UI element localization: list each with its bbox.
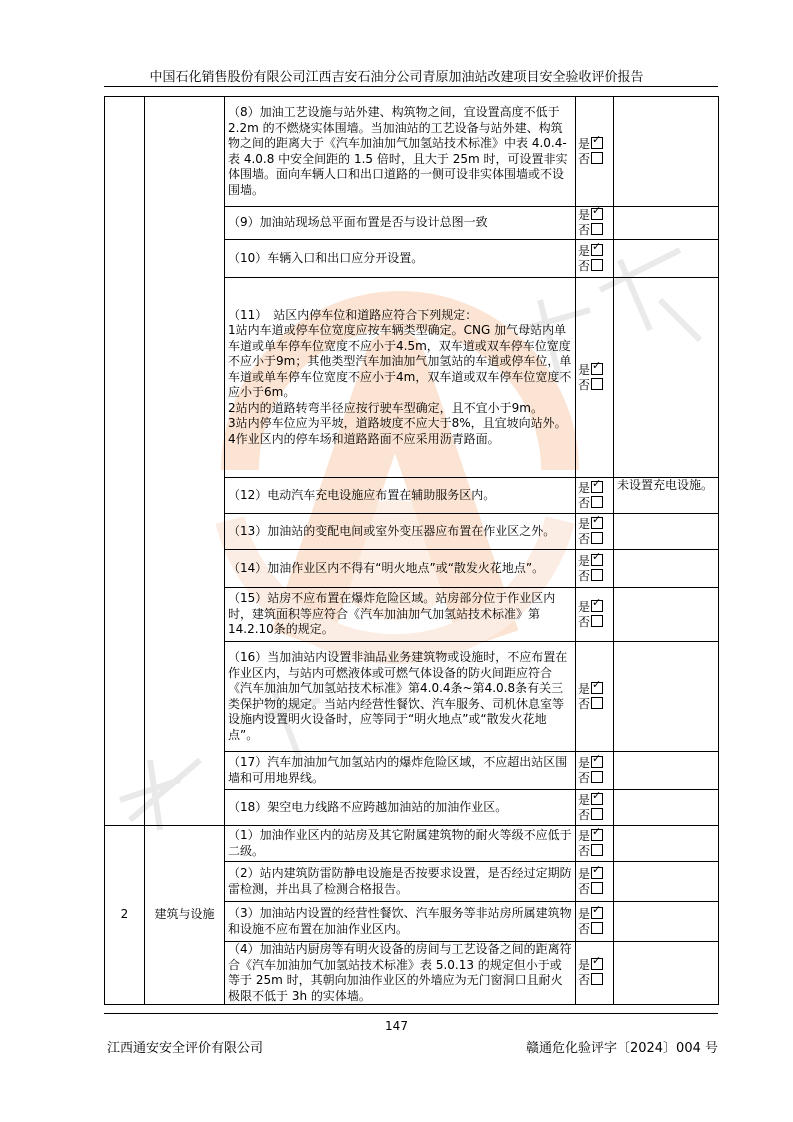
footer-report-number: 赣通危化验评字〔2024〕004 号 [525,1041,718,1056]
no-label: 否 [578,531,591,546]
yes-label: 是 [578,828,591,843]
yes-checkbox[interactable] [591,867,603,879]
yes-checkbox[interactable] [591,829,603,841]
no-checkbox[interactable] [591,259,603,271]
yes-label: 是 [578,516,591,531]
no-label: 否 [578,843,591,858]
no-label: 否 [578,770,591,785]
yes-no-check [576,514,614,550]
remark [614,642,719,752]
remark [614,514,719,550]
remark [614,752,719,790]
item-category [145,97,225,826]
yes-no-check [576,826,614,862]
yes-label: 是 [578,681,591,696]
yes-no-check [576,752,614,790]
remark [614,942,719,1005]
table-row [105,826,719,862]
yes-no-check [576,588,614,642]
remark [614,826,719,862]
yes-checkbox[interactable] [591,244,603,256]
yes-label: 是 [578,958,591,972]
no-checkbox[interactable] [591,882,603,894]
yes-no-check [576,902,614,942]
no-checkbox[interactable] [591,532,603,544]
yes-label: 是 [578,243,591,258]
yes-label: 是 [578,599,591,614]
remark [614,278,719,478]
yes-no-check [576,278,614,478]
yes-checkbox[interactable] [591,682,603,694]
remark: 未设置充电设施。 [614,478,719,514]
requirement-text: （3）加油站内设置的经营性餐饮、汽车服务等非站房所属建筑物和设施不应布置在加油作业区内。 [225,902,576,942]
requirement-text: （12）电动汽车充电设施应布置在辅助服务区内。 [225,478,576,514]
yes-label: 是 [578,906,591,921]
requirement-text: （17）汽车加油加气加氢站内的爆炸危险区域，不应超出站区围墙和可用地界线。 [225,752,576,790]
yes-checkbox[interactable] [591,208,603,220]
no-label: 否 [578,568,591,583]
requirement-text: （15）站房不应布置在爆炸危险区域。站房部分位于作业区内时，建筑面积等应符合《汽车加油加气加氢站技术标准》第14.2.10条的规定。 [225,588,576,642]
requirement-text: （11） 站区内停车位和道路应符合下列规定： 1站内车道或停车位宽度应按车辆类型确定。CNG 加气母站内单车道或单车停车位宽度不应小于4.5m，双车道或双车停车位宽度不应小于9m；其他类型汽车加油加气加氢站的车道或停车位，单车道或单车停车位宽度不应小于4m，双车道或双车停车位宽度不应小于6m。 2站内的道路转弯半径应按行驶车型确定，且不宜小于9m。 3站内停车位应为平坡，道路坡度不应大于8%，且宜坡向站外。 4作业区内的停车场和道路路面不应采用沥青路面。 [225,278,576,478]
yes-label: 是 [578,208,591,222]
no-label: 否 [578,881,591,896]
requirement-text: （14）加油作业区内不得有“明火地点”或“散发火花地点”。 [225,550,576,588]
page-number: 147 [385,1019,408,1033]
no-label: 否 [578,495,591,510]
no-label: 否 [578,921,591,936]
requirement-text: （13）加油站的变配电间或室外变压器应布置在作业区之外。 [225,514,576,550]
checklist-table [104,96,718,1005]
no-label: 否 [578,223,591,237]
no-checkbox[interactable] [591,697,603,709]
no-checkbox[interactable] [591,973,603,985]
item-number [105,97,145,826]
no-label: 否 [578,258,591,273]
yes-checkbox[interactable] [591,756,603,768]
requirement-text: （1）加油作业区内的站房及其它附属建筑物的耐火等级不应低于二级。 [225,826,576,862]
header-rule [104,86,718,87]
yes-label: 是 [578,553,591,568]
yes-label: 是 [578,136,591,151]
no-label: 否 [578,696,591,711]
yes-no-check [576,790,614,826]
table-row [105,97,719,207]
yes-checkbox[interactable] [591,907,603,919]
no-checkbox[interactable] [591,808,603,820]
yes-no-check [576,862,614,902]
item-number: 2 [105,826,145,1005]
yes-checkbox[interactable] [591,517,603,529]
yes-checkbox[interactable] [591,793,603,805]
yes-label: 是 [578,866,591,881]
no-label: 否 [578,614,591,629]
no-checkbox[interactable] [591,771,603,783]
no-label: 否 [578,377,591,392]
requirement-text: （9）加油站现场总平面布置是否与设计总图一致 [225,207,576,240]
yes-checkbox[interactable] [591,600,603,612]
item-category: 建筑与设施 [145,826,225,1005]
yes-no-check [576,642,614,752]
no-checkbox[interactable] [591,378,603,390]
no-label: 否 [578,151,591,166]
yes-checkbox[interactable] [591,554,603,566]
requirement-text: （10）车辆入口和出口应分开设置。 [225,240,576,278]
yes-label: 是 [578,480,591,495]
yes-checkbox[interactable] [591,137,603,149]
yes-label: 是 [578,755,591,770]
no-checkbox[interactable] [591,615,603,627]
no-checkbox[interactable] [591,922,603,934]
requirement-text: （16）当加油站内设置非油品业务建筑物或设施时，不应布置在作业区内，与站内可燃液体或可燃气体设备的防火间距应符合《汽车加油加气加氢站技术标准》第4.0.4条~第4.0.8条有关三类保护物的规定。当站内经营性餐饮、汽车服务、司机休息室等设施内设置明火设备时，应等同于“明火地点”或“散发火花地点”。 [225,642,576,752]
requirement-text: （8）加油工艺设施与站外建、构筑物之间，宜设置高度不低于 2.2m 的不燃烧实体围墙。当加油站的工艺设备与站外建、构筑物之间的距离大于《汽车加油加气加氢站技术标准》中表 4.0.4-表 4.0.8 中安全间距的 1.5 倍时，且大于 25m 时，可设置非实体围墙。面向车辆人口和出口道路的一侧可设非实体围墙或不设围墙。 [225,97,576,207]
requirement-text: （18）架空电力线路不应跨越加油站的加油作业区。 [225,790,576,826]
no-label: 否 [578,973,591,987]
remark [614,207,719,240]
page-header: 中国石化销售股份有限公司江西吉安石油分公司青原加油站改建项目安全验收评价报告 [149,70,644,85]
remark [614,588,719,642]
yes-no-check [576,240,614,278]
yes-no-check [576,550,614,588]
yes-no-check [576,478,614,514]
requirement-text: （4）加油站内厨房等有明火设备的房间与工艺设备之间的距离符合《汽车加油加气加氢站技术标准》表 5.0.13 的规定但小于或等于 25m 时，其朝向加油作业区的外墙应为无门窗洞口且耐火极限不低于 3h 的实体墙。 [225,942,576,1005]
no-checkbox[interactable] [591,223,603,235]
no-checkbox[interactable] [591,496,603,508]
remark [614,97,719,207]
yes-checkbox[interactable] [591,363,603,375]
remark [614,862,719,902]
remark [614,902,719,942]
no-checkbox[interactable] [591,152,603,164]
yes-no-check [576,207,614,240]
requirement-text: （2）站内建筑防雷防静电设施是否按要求设置，是否经过定期防雷检测，并出具了检测合格报告。 [225,862,576,902]
yes-label: 是 [578,792,591,807]
yes-no-check [576,942,614,1005]
no-checkbox[interactable] [591,569,603,581]
footer-company: 江西通安安全评价有限公司 [107,1041,264,1056]
footer-rule [104,1013,718,1014]
no-label: 否 [578,807,591,822]
yes-no-check [576,97,614,207]
yes-checkbox[interactable] [591,481,603,493]
no-checkbox[interactable] [591,844,603,856]
yes-label: 是 [578,362,591,377]
remark [614,240,719,278]
remark [614,550,719,588]
remark [614,790,719,826]
yes-checkbox[interactable] [591,958,603,970]
